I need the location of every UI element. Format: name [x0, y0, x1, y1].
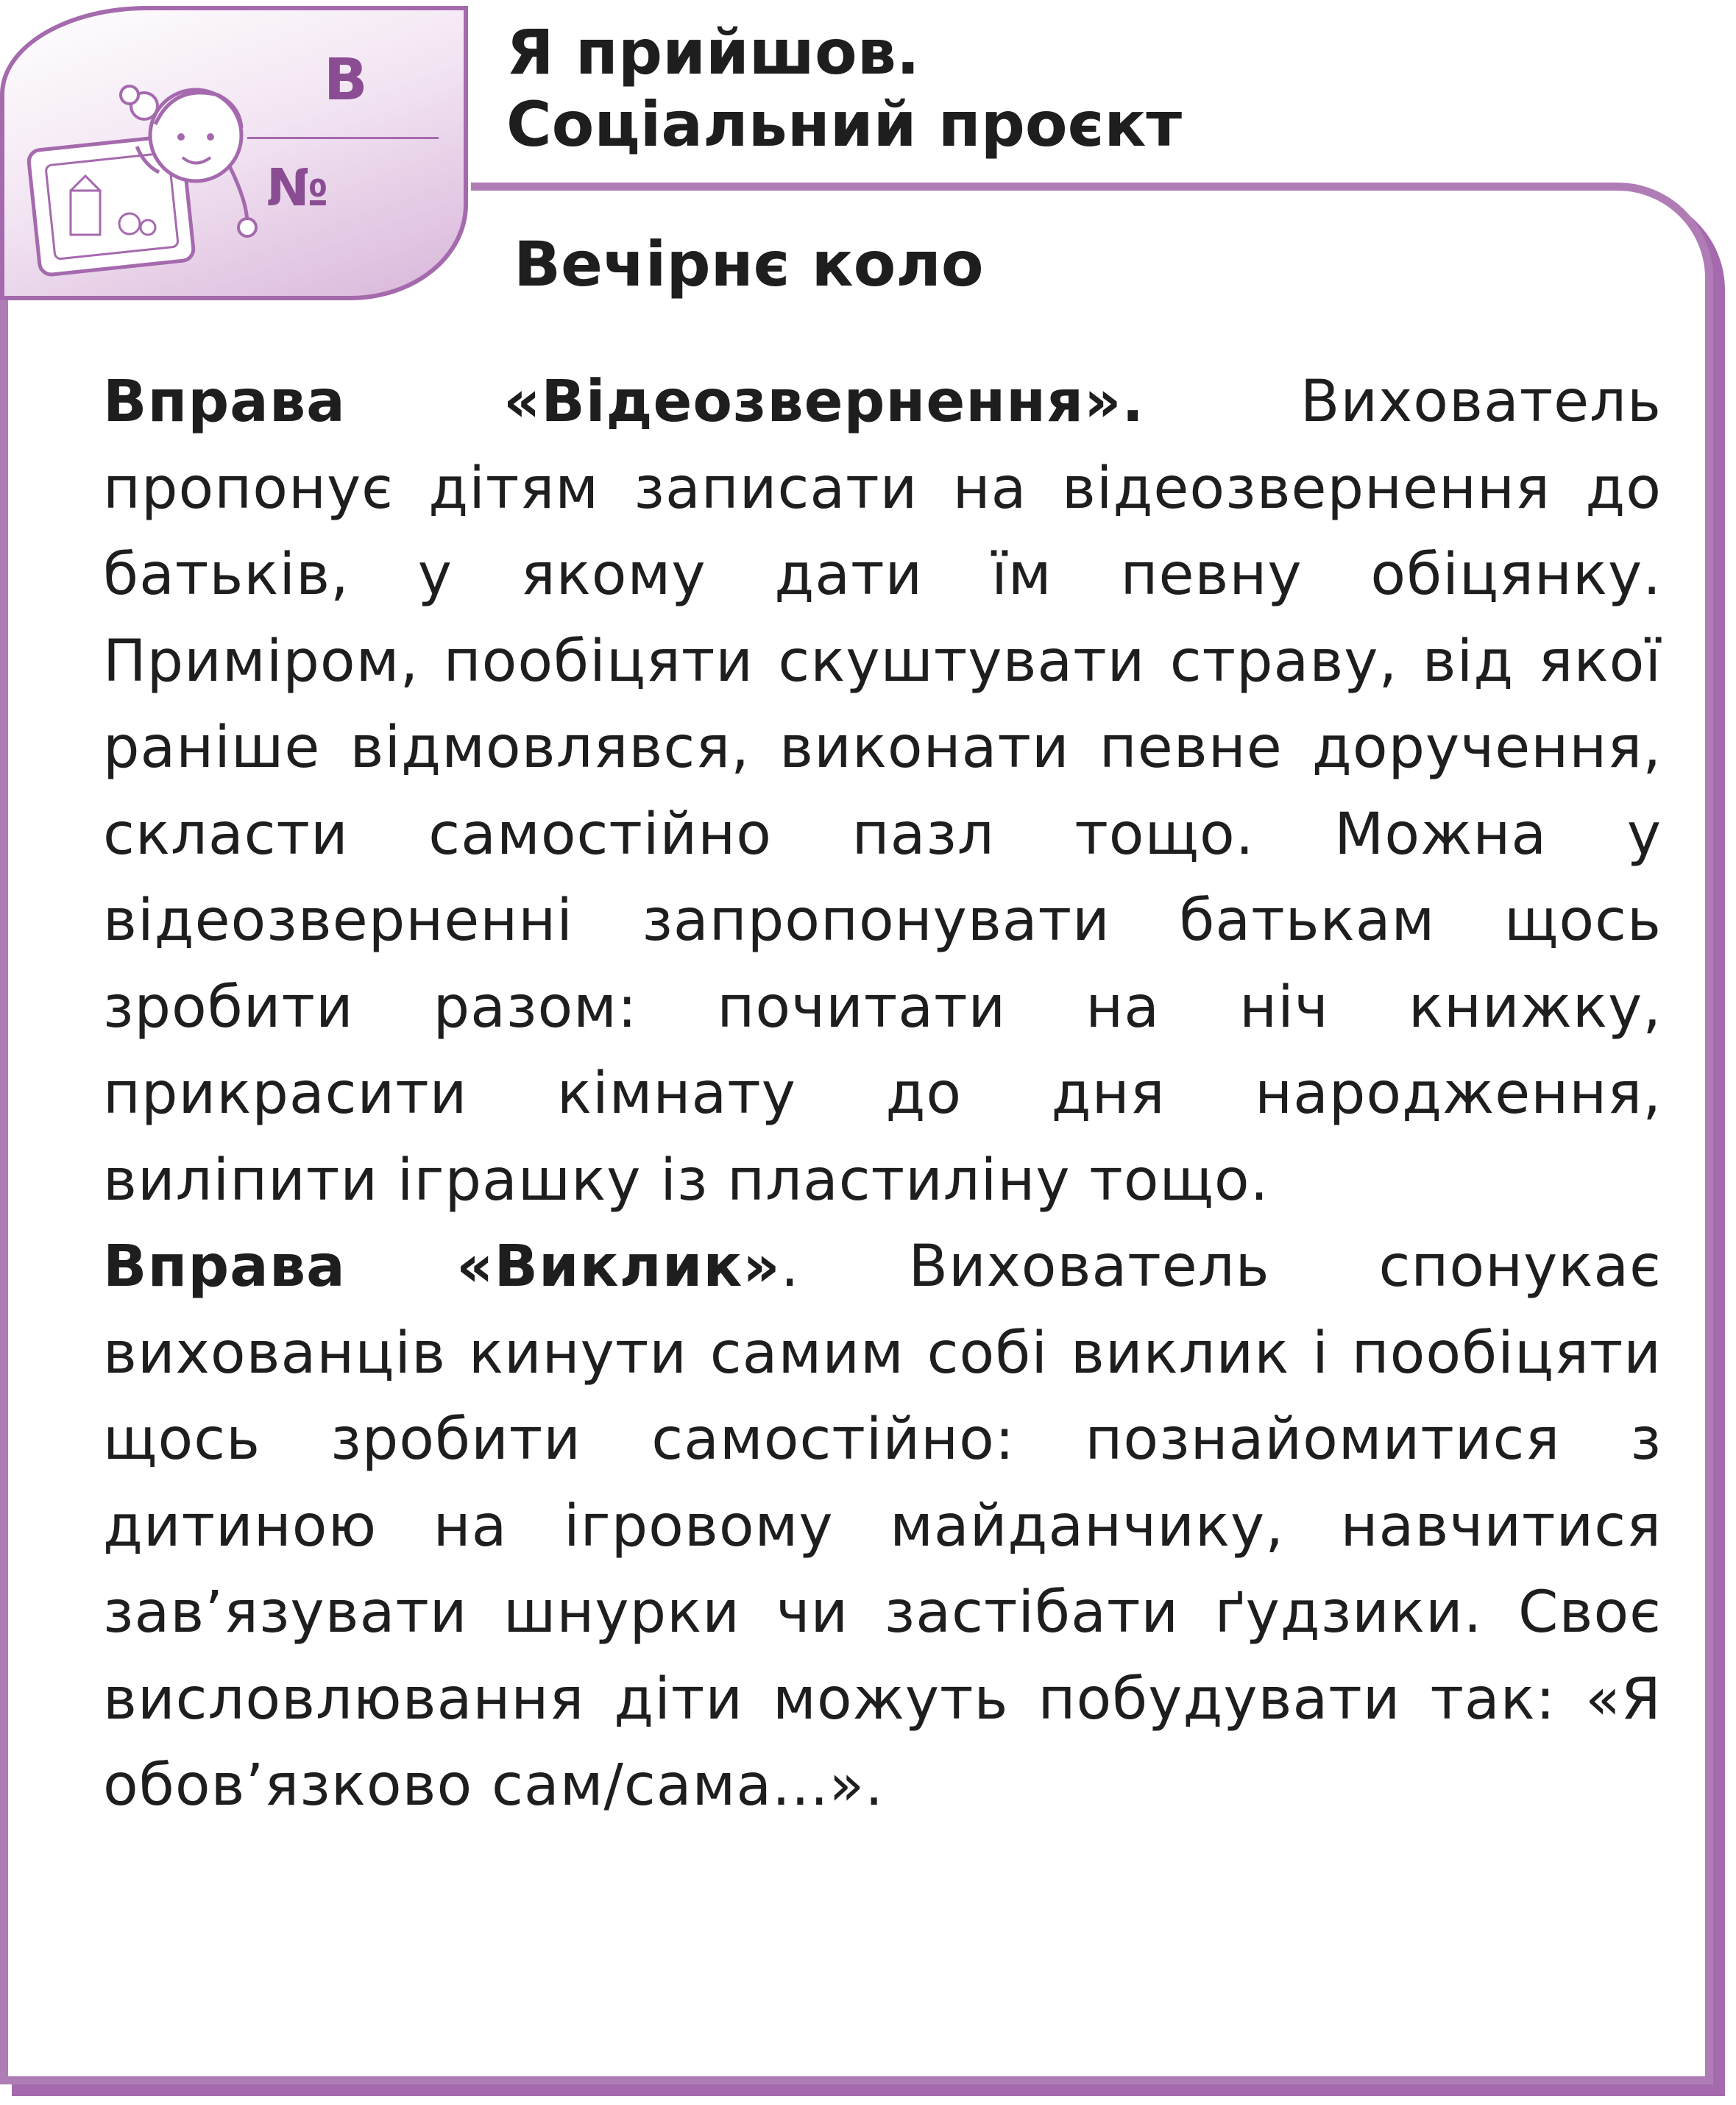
page-title — [506, 16, 1182, 160]
lesson-tab — [0, 6, 468, 300]
tab-letter: В — [324, 47, 368, 113]
section-title: Вечірнє коло — [514, 228, 984, 300]
exercise-description: Вихователь пропонує дітям записати на відеозвернення до батьків, у якому дати їм певну обіцянку. Приміром, пообіцяти скуштувати страву, від якої раніше відмовлявся, виконати певне доручення, скласти самостійно пазл тощо. Можна у відеозверненні запропонувати батькам щось зробити разом: почитати на ніч книжку, прикрасити кімнату до дня народження, виліпити іграшку із пластиліну тощо. — [103, 369, 1662, 1214]
tab-number-sign: № — [266, 158, 329, 218]
exercises-text — [103, 359, 1662, 1830]
girl-with-picture-frame-icon — [26, 54, 262, 283]
exercise-paragraph — [103, 359, 1662, 1224]
tab-divider — [247, 137, 439, 139]
exercise-description: . Вихователь спонукає вихованців кинути самим собі виклик і пообіцяти щось зробити самостійно: познайомитися з дитиною на ігровому майданчику, навчитися зав’язувати шнурки чи застібати ґудзики. Своє висловлювання діти можуть побудувати так: «Я обов’язково сам/сама...». — [103, 1234, 1662, 1819]
title-line-2: Соціальний проєкт — [506, 88, 1183, 160]
exercise-paragraph — [103, 1224, 1662, 1830]
exercise-name: Вправа «Виклик» — [103, 1234, 781, 1300]
exercise-name: Вправа «Відеозвернення». — [103, 369, 1145, 435]
title-line-1: Я прийшов. — [506, 16, 920, 88]
